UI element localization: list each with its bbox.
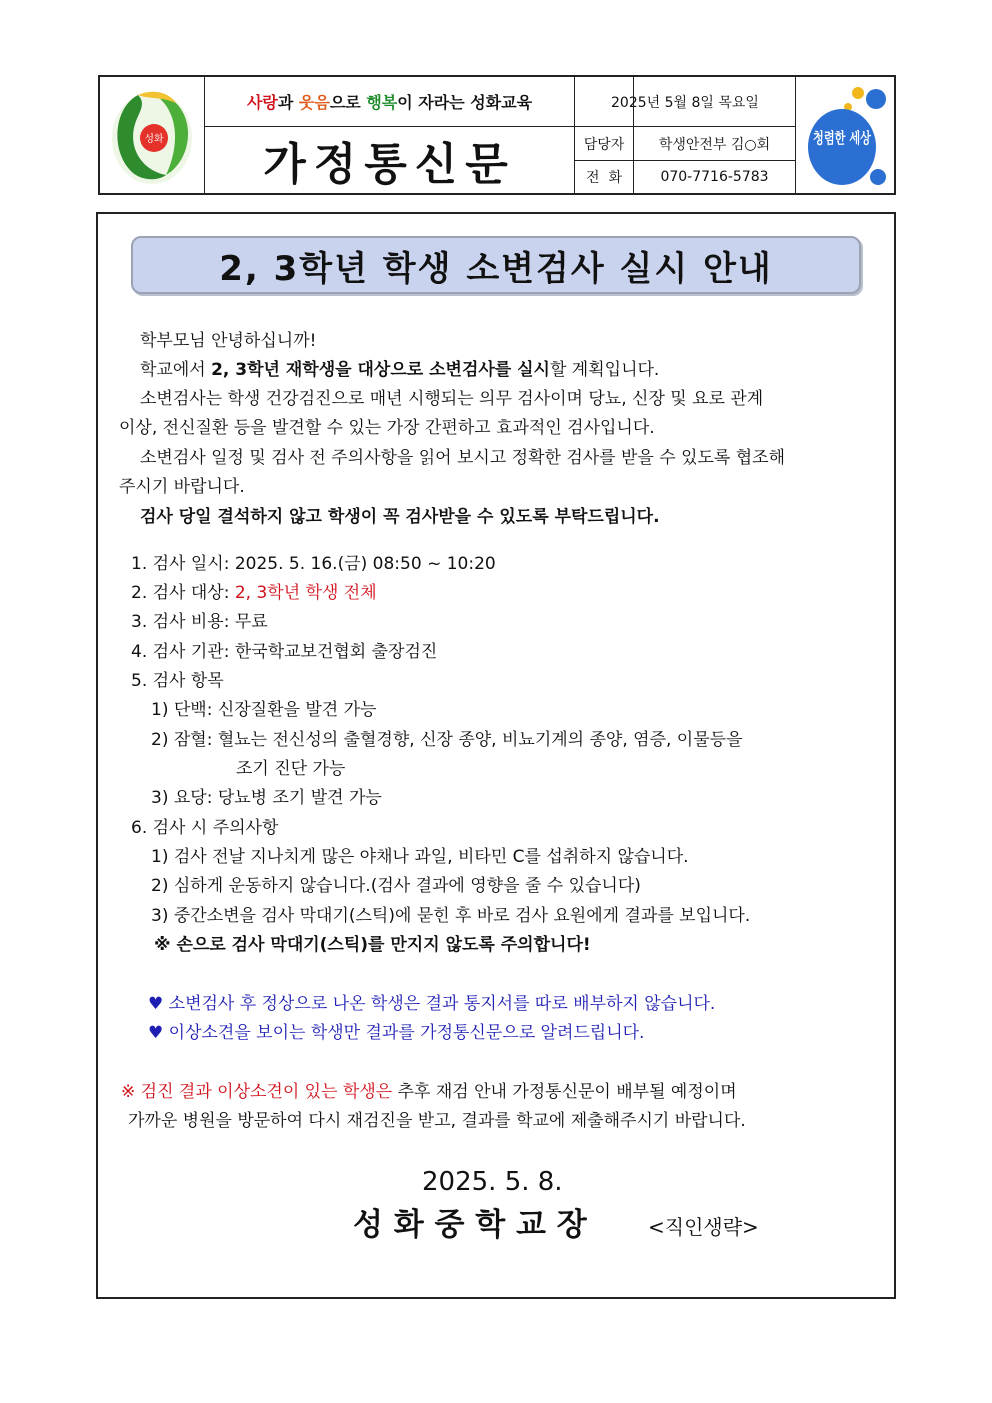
notice-title: 2, 3학년 학생 소변검사 실시 안내 (219, 248, 773, 289)
item-label: 3. 검사 비용 (131, 612, 224, 632)
issue-date: 2025년 5월 8일 목요일 (611, 94, 759, 111)
school-logo (108, 83, 198, 188)
item-colon: : (223, 583, 235, 603)
item-target (131, 582, 377, 604)
closing-text: 추후 재검 안내 가정통신문이 배부될 예정이며 (392, 1082, 737, 1102)
test-item-cont: 조기 진단 가능 (236, 759, 346, 779)
intro-line: 소변검사 일정 및 검사 전 주의사항을 읽어 보시고 정확한 검사를 받을 수 있도록 협조해 (140, 448, 786, 468)
item-tests-label: 5. 검사 항목 (131, 671, 224, 691)
slogan (205, 77, 574, 126)
contact-label: 담당자 (583, 136, 625, 153)
item-value: : 한국학교보건협회 출장검진 (223, 642, 438, 662)
precaution-note: ※ 손으로 검사 막대기(스틱)를 만지지 않도록 주의합니다! (154, 935, 591, 955)
intro-text: 학교에서 (140, 360, 212, 380)
item-schedule (131, 553, 496, 575)
intro-emphasis: 2, 3학년 재학생을 대상으로 소변검사를 실시 (211, 360, 550, 380)
closing-line (121, 1081, 737, 1103)
signer: 성 화 중 학 교 장 (353, 1207, 587, 1243)
precaution-item: 2) 심하게 운동하지 않습니다.(검사 결과에 영향을 줄 수 있습니다) (151, 876, 641, 896)
precaution-item: 3) 중간소변을 검사 막대기(스틱)에 묻힌 후 바로 검사 요원에게 결과를 보입니다. (151, 906, 751, 926)
test-item: 1) 단백: 신장질환을 발견 가능 (151, 700, 377, 720)
slogan-part: 웃음 (298, 93, 330, 112)
phone-label: 전 화 (586, 170, 622, 186)
school-logo-text: 성화 (144, 134, 164, 145)
emblem-text: 청렴한 세상 (813, 129, 872, 147)
header-table (98, 75, 896, 195)
closing-emphasis: ※ 검진 결과 이상소견이 있는 학생은 (121, 1082, 393, 1102)
slogan-part: 이 자라는 성화교육 (397, 93, 533, 112)
intro-line: 이상, 전신질환 등을 발견할 수 있는 가장 간편하고 효과적인 검사입니다. (119, 418, 655, 438)
intro-text: 할 계획입니다. (549, 360, 660, 380)
test-item: 3) 요당: 당뇨병 조기 발견 가능 (151, 788, 382, 808)
slogan-part: 으로 (329, 93, 367, 112)
notice-title-bar (131, 236, 861, 294)
test-item: 2) 잠혈: 혈뇨는 전신성의 출혈경향, 신장 종양, 비뇨기계의 종양, 염증, 이물등을 (151, 730, 743, 750)
notice-bullet: ♥ 소변검사 후 정상으로 나온 학생은 결과 통지서를 따로 배부하지 않습니다. (148, 994, 716, 1014)
contact-value: 학생안전부 김○회 (658, 136, 771, 153)
item-value: 2, 3학년 학생 전체 (234, 583, 377, 603)
slogan-part: 행복 (366, 93, 398, 112)
phone-value: 070-7716-5783 (660, 169, 769, 185)
seal-note: <직인생략> (648, 1215, 759, 1239)
greeting: 학부모님 안녕하십니까! (140, 331, 317, 351)
integrity-emblem (800, 81, 892, 191)
item-cost (131, 611, 268, 633)
item-agency (131, 641, 437, 663)
notice-bullet: ♥ 이상소견을 보이는 학생만 결과를 가정통신문으로 알려드립니다. (148, 1023, 645, 1043)
slogan-part: 사랑 (246, 93, 278, 112)
item-label: 2. 검사 대상 (131, 583, 224, 603)
document-title: 가정통신문 (263, 139, 516, 190)
item-label: 4. 검사 기관 (131, 642, 224, 662)
intro-request: 검사 당일 결석하지 않고 학생이 꼭 검사받을 수 있도록 부탁드립니다. (140, 507, 660, 527)
precaution-item: 1) 검사 전날 지나치게 많은 야채나 과일, 비타민 C를 섭취하지 않습니다. (151, 847, 689, 867)
footer-date: 2025. 5. 8. (422, 1167, 563, 1197)
intro-line: 소변검사는 학생 건강검진으로 매년 시행되는 의무 검사이며 당뇨, 신장 및 요로 관계 (140, 389, 764, 409)
intro-line: 주시기 바랍니다. (119, 477, 245, 497)
item-value: : 무료 (223, 612, 268, 632)
item-value: : 2025. 5. 16.(금) 08:50 ~ 10:20 (223, 554, 496, 574)
item-precautions-label: 6. 검사 시 주의사항 (131, 818, 279, 838)
closing-line: 가까운 병원을 방문하여 다시 재검진을 받고, 결과를 학교에 제출해주시기 바랍니다. (128, 1111, 746, 1131)
intro-line (140, 359, 659, 381)
item-label: 1. 검사 일시 (131, 554, 224, 574)
slogan-part: 과 (277, 93, 299, 112)
